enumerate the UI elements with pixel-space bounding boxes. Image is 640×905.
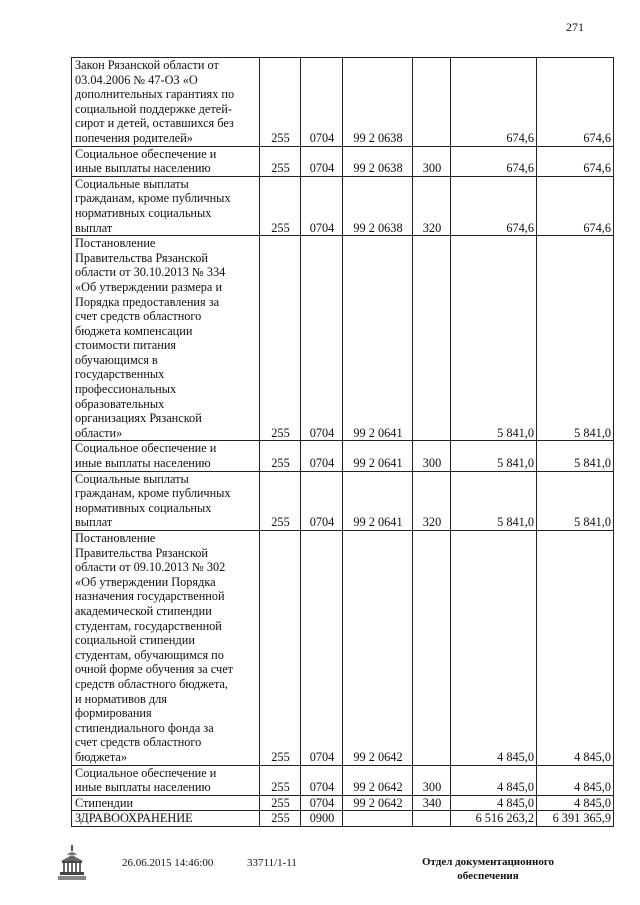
- row-expense-type: [413, 471, 451, 530]
- row-value-2015: [451, 58, 537, 147]
- row-value-2015-text: 674,6: [506, 130, 534, 145]
- row-name: [72, 765, 260, 795]
- row-target-code-text: 99 2 0641: [353, 456, 403, 471]
- row-value-2015: [451, 795, 537, 811]
- row-value-2015: [451, 531, 537, 766]
- row-section-code: [301, 795, 343, 811]
- row-section-code-text: 0704: [309, 161, 335, 176]
- row-section-code-text: 0704: [309, 456, 335, 471]
- row-expense-type: [413, 176, 451, 235]
- row-value-2015-text: 674,6: [506, 220, 534, 235]
- row-target-code: [343, 146, 413, 176]
- row-section-code: [301, 531, 343, 766]
- row-target-code: [343, 236, 413, 441]
- row-section-code: [301, 236, 343, 441]
- row-admin-code-text: 255: [271, 811, 290, 826]
- row-value-2016-text: 4 845,0: [574, 749, 611, 764]
- row-admin-code-text: 255: [271, 220, 290, 235]
- row-value-2016: [537, 146, 614, 176]
- row-admin-code: [260, 795, 301, 811]
- row-section-code-text: 0704: [309, 515, 335, 530]
- row-value-2016-text: 4 845,0: [574, 795, 611, 810]
- footer-department-line2: обеспечения: [457, 870, 519, 882]
- row-name-text: Социальное обеспечение и иные выплаты населению: [75, 441, 217, 471]
- row-expense-type: [413, 236, 451, 441]
- row-value-2015: [451, 441, 537, 471]
- row-section-code-text: 0900: [309, 811, 335, 826]
- row-name: [72, 531, 260, 766]
- row-value-2015: [451, 765, 537, 795]
- row-expense-type-text: 300: [422, 780, 442, 795]
- row-value-2015-text: 674,6: [506, 161, 534, 176]
- row-target-code: [343, 471, 413, 530]
- row-target-code: [343, 531, 413, 766]
- row-name-text: Социальное обеспечение и иные выплаты населению: [75, 146, 217, 176]
- row-value-2016: [537, 811, 614, 827]
- row-expense-type-text: 300: [422, 161, 442, 176]
- row-value-2015-text: 5 841,0: [497, 456, 534, 471]
- row-value-2016-text: 674,6: [583, 220, 611, 235]
- budget-table-body: [72, 58, 614, 827]
- row-target-code: [343, 765, 413, 795]
- row-value-2015-text: 5 841,0: [497, 515, 534, 530]
- footer-department: [408, 855, 568, 883]
- row-admin-code-text: 255: [271, 515, 290, 530]
- table-row: [72, 58, 614, 147]
- table-row: [72, 236, 614, 441]
- row-expense-type: [413, 531, 451, 766]
- row-admin-code: [260, 176, 301, 235]
- row-value-2015-text: 5 841,0: [497, 425, 534, 440]
- row-section-code: [301, 146, 343, 176]
- row-target-code-text: 99 2 0641: [353, 515, 403, 530]
- row-value-2015-text: 4 845,0: [497, 795, 534, 810]
- row-admin-code-text: 255: [271, 456, 290, 471]
- row-expense-type: [413, 441, 451, 471]
- row-value-2015-text: 6 516 263,2: [475, 811, 534, 826]
- row-value-2016-text: 674,6: [583, 130, 611, 145]
- row-value-2016: [537, 236, 614, 441]
- row-name-text: ЗДРАВООХРАНЕНИЕ: [75, 811, 193, 826]
- table-row: [72, 531, 614, 766]
- row-value-2015: [451, 471, 537, 530]
- row-expense-type-text: 340: [422, 795, 442, 810]
- row-admin-code: [260, 236, 301, 441]
- row-target-code-text: 99 2 0638: [353, 130, 403, 145]
- row-value-2016-text: 6 391 365,9: [552, 811, 611, 826]
- row-name: [72, 146, 260, 176]
- row-name-text: Социальные выплаты гражданам, кроме публичных нормативных социальных выплат: [75, 471, 231, 530]
- duma-building-logo-icon: [57, 845, 87, 881]
- row-value-2015: [451, 811, 537, 827]
- row-name-text: Социальные выплаты гражданам, кроме публичных нормативных социальных выплат: [75, 176, 231, 235]
- row-target-code: [343, 811, 413, 827]
- row-admin-code: [260, 811, 301, 827]
- row-admin-code: [260, 471, 301, 530]
- row-value-2015: [451, 176, 537, 235]
- row-section-code-text: 0704: [309, 780, 335, 795]
- row-section-code: [301, 471, 343, 530]
- row-expense-type-text: 320: [422, 515, 442, 530]
- row-name: [72, 441, 260, 471]
- row-target-code: [343, 795, 413, 811]
- row-name-text: Закон Рязанской области от 03.04.2006 № 47-ОЗ «О дополнительных гарантиях по социальной поддержке детей- сирот и детей, оставшихся без попечения родителей»: [75, 58, 235, 145]
- row-name-text: Стипендии: [75, 795, 134, 810]
- row-section-code-text: 0704: [309, 425, 335, 440]
- row-name: [72, 471, 260, 530]
- row-name-text: Социальное обеспечение и иные выплаты населению: [75, 765, 217, 795]
- row-admin-code: [260, 765, 301, 795]
- row-value-2016: [537, 795, 614, 811]
- row-section-code-text: 0704: [309, 130, 335, 145]
- row-admin-code-text: 255: [271, 795, 290, 810]
- row-value-2016: [537, 765, 614, 795]
- row-admin-code-text: 255: [271, 425, 290, 440]
- row-value-2016: [537, 441, 614, 471]
- row-section-code: [301, 58, 343, 147]
- row-target-code-text: 99 2 0641: [353, 425, 403, 440]
- row-expense-type-text: 300: [422, 456, 442, 471]
- row-value-2015: [451, 236, 537, 441]
- row-section-code-text: 0704: [309, 795, 335, 810]
- row-target-code-text: 99 2 0638: [353, 220, 403, 235]
- row-target-code-text: 99 2 0638: [353, 161, 403, 176]
- row-target-code: [343, 441, 413, 471]
- row-target-code-text: 99 2 0642: [353, 749, 403, 764]
- row-value-2015: [451, 146, 537, 176]
- page-number: 271: [566, 20, 584, 34]
- row-value-2016-text: 4 845,0: [574, 780, 611, 795]
- row-value-2016: [537, 531, 614, 766]
- row-value-2016-text: 5 841,0: [574, 456, 611, 471]
- row-value-2015-text: 4 845,0: [497, 749, 534, 764]
- row-expense-type: [413, 58, 451, 147]
- row-expense-type-text: 320: [422, 220, 442, 235]
- row-admin-code-text: 255: [271, 749, 290, 764]
- footer-doc-number: 33711/1-11: [247, 857, 297, 869]
- table-row: [72, 765, 614, 795]
- row-admin-code: [260, 531, 301, 766]
- row-admin-code-text: 255: [271, 161, 290, 176]
- row-admin-code: [260, 146, 301, 176]
- row-value-2016: [537, 176, 614, 235]
- budget-table: [71, 57, 614, 827]
- row-section-code: [301, 811, 343, 827]
- row-name-text: Постановление Правительства Рязанской области от 30.10.2013 № 334 «Об утверждении размера и Порядка предоставления за счет средств областного бюджета компенсации стоимости питания обучающимся в государственных профессиональных образовательных организациях Рязанской области»: [75, 236, 226, 440]
- table-row: [72, 441, 614, 471]
- row-expense-type: [413, 146, 451, 176]
- row-name: [72, 176, 260, 235]
- table-row: [72, 811, 614, 827]
- footer-datetime: 26.06.2015 14:46:00: [122, 857, 214, 869]
- table-row: [72, 146, 614, 176]
- row-section-code: [301, 441, 343, 471]
- row-value-2015-text: 4 845,0: [497, 780, 534, 795]
- row-target-code: [343, 176, 413, 235]
- row-section-code: [301, 765, 343, 795]
- footer-department-line1: Отдел документационного: [421, 856, 555, 868]
- row-target-code-text: 99 2 0642: [353, 780, 403, 795]
- table-row: [72, 795, 614, 811]
- row-admin-code: [260, 441, 301, 471]
- row-expense-type: [413, 811, 451, 827]
- table-row: [72, 471, 614, 530]
- row-name-text: Постановление Правительства Рязанской области от 09.10.2013 № 302 «Об утверждении Порядка назначения государственной академической стипендии студентам, государственной социальной стипендии студентам, обучающимся по очной форме обучения за счет средств областного бюджета, и нормативов для формирования стипендиального фонда за счет средств областного бюджета»: [75, 531, 234, 764]
- row-value-2016-text: 5 841,0: [574, 425, 611, 440]
- row-section-code: [301, 176, 343, 235]
- row-expense-type: [413, 795, 451, 811]
- row-admin-code-text: 255: [271, 130, 290, 145]
- row-value-2016-text: 5 841,0: [574, 515, 611, 530]
- table-row: [72, 176, 614, 235]
- row-value-2016: [537, 471, 614, 530]
- row-value-2016-text: 674,6: [583, 161, 611, 176]
- row-target-code-text: 99 2 0642: [353, 795, 403, 810]
- row-value-2016: [537, 58, 614, 147]
- row-name: [72, 795, 260, 811]
- row-name: [72, 58, 260, 147]
- row-name: [72, 236, 260, 441]
- row-section-code-text: 0704: [309, 220, 335, 235]
- row-admin-code-text: 255: [271, 780, 290, 795]
- row-target-code: [343, 58, 413, 147]
- row-name: [72, 811, 260, 827]
- row-section-code-text: 0704: [309, 749, 335, 764]
- row-admin-code: [260, 58, 301, 147]
- row-expense-type: [413, 765, 451, 795]
